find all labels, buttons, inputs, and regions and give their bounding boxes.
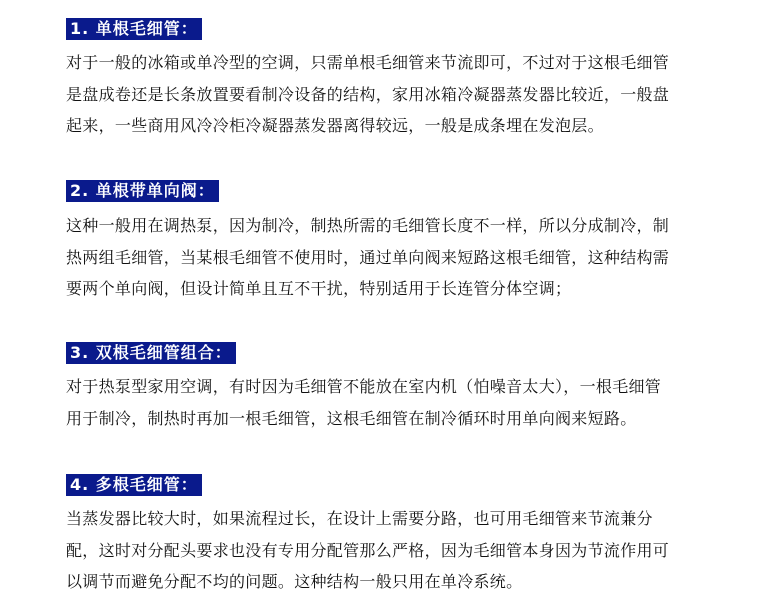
paragraph-line: 这种一般用在调热泵，因为制冷，制热所需的毛细管长度不一样，所以分成制冷，制 [66,216,670,235]
paragraph-line: 要两个单向阀，但设计简单且互不干扰，特别适用于长连管分体空调； [66,279,572,298]
section-dual-capillary [66,342,706,434]
section-single-capillary [66,18,706,142]
section-heading: 2. 单根带单向阀： [66,180,219,202]
section-single-with-check-valve [66,180,706,305]
section-heading: 1. 单根毛细管： [66,18,202,40]
paragraph-line: 起来，一些商用风冷冷柜冷凝器蒸发器离得较远，一般是成条埋在发泡层。 [66,116,604,135]
paragraph-line: 用于制冷，制热时再加一根毛细管，这根毛细管在制冷循环时用单向阀来短路。 [66,408,637,428]
section-paragraph [66,47,706,142]
paragraph-line: 对于一般的冰箱或单冷型的空调，只需单根毛细管来节流即可，不过对于这根毛细管 [66,53,670,72]
section-paragraph [66,503,706,598]
paragraph-line: 当蒸发器比较大时，如果流程过长，在设计上需要分路，也可用毛细管来节流兼分 [66,509,653,528]
section-multi-capillary [66,474,706,598]
paragraph-line: 是盘成卷还是长条放置要看制冷设备的结构，家用冰箱冷凝器蒸发器比较近，一般盘 [66,84,670,104]
section-heading: 3. 双根毛细管组合： [66,342,236,364]
paragraph-line: 配，这时对分配头要求也没有专用分配管那么严格，因为毛细管本身因为节流作用可 [66,540,670,560]
paragraph-line: 以调节而避免分配不均的问题。这种结构一般只用在单冷系统。 [66,572,523,591]
paragraph-line: 热两组毛细管，当某根毛细管不使用时，通过单向阀来短路这根毛细管，这种结构需 [66,247,670,267]
section-paragraph [66,371,706,434]
paragraph-line: 对于热泵型家用空调，有时因为毛细管不能放在室内机（怕噪音太大），一根毛细管 [66,377,662,396]
section-paragraph [66,210,706,305]
section-heading: 4. 多根毛细管： [66,474,202,496]
